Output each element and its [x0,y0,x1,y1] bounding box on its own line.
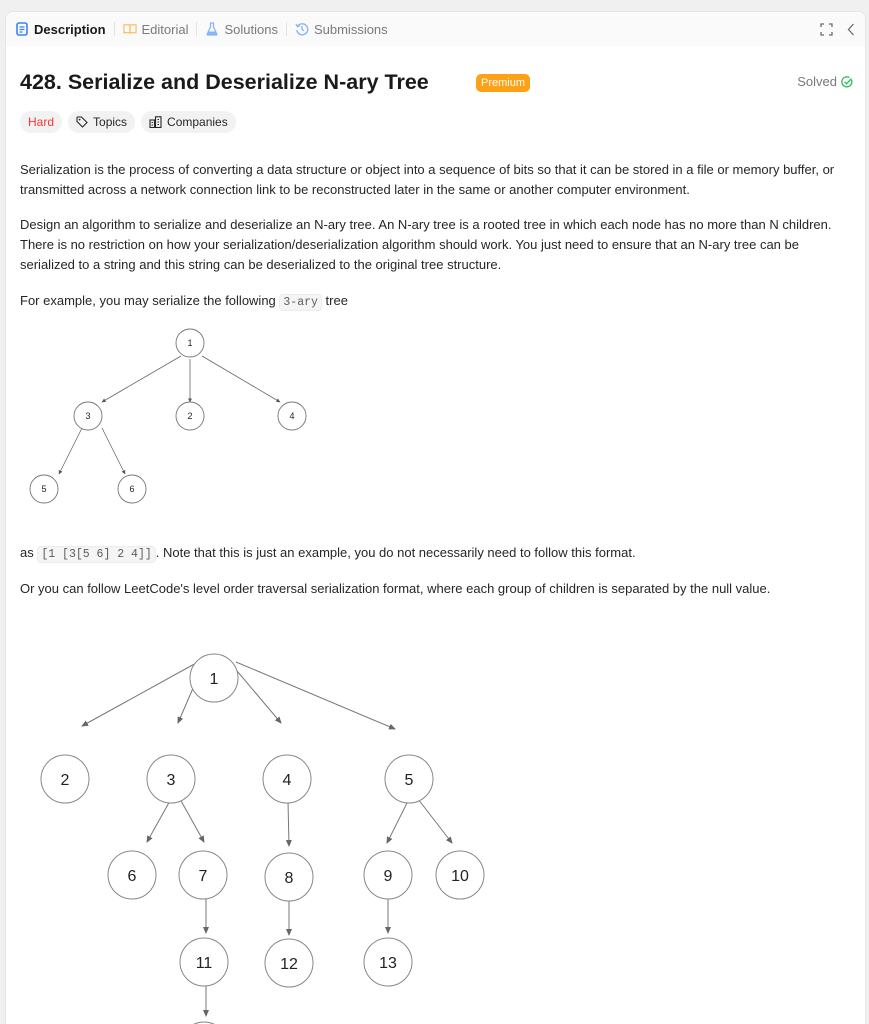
tree-edge [236,662,395,729]
paragraph-level-order: Or you can follow LeetCode's level order traversal serialization format, where each group of children is separated by the null value. [20,581,771,596]
tree-node-label: 4 [289,411,295,421]
paragraph-example [20,291,855,313]
tree-node-label: 13 [379,955,397,972]
problem-title[interactable]: 428. Serialize and Deserialize N-ary Tree [20,70,429,94]
chevron-left-icon[interactable] [847,23,855,36]
title-row [20,70,853,100]
tree-node-label: 3 [85,411,91,421]
tree-node-label: 11 [195,955,213,972]
tree-node-label: 5 [41,484,47,494]
tab-divider [286,22,287,36]
tab-submissions[interactable] [295,12,388,46]
example-text-before: For example, you may serialize the following [20,293,280,308]
tree-node-label: 6 [127,868,137,885]
example-tree-3-ary [26,316,326,511]
tree-edge [232,665,281,723]
flask-icon [205,22,219,36]
tab-editorial[interactable] [123,12,189,46]
description-panel [5,11,866,1024]
topics-button[interactable] [68,111,135,133]
solved-status [797,74,853,89]
tab-divider [114,22,115,36]
solved-label: Solved [797,74,837,89]
inline-code-3-ary: 3-ary [279,294,322,311]
tree-edge [180,799,204,842]
tab-divider [196,22,197,36]
tree-node-label: 6 [129,484,135,494]
as-text-after: . Note that this is just an example, you do not necessarily need to follow this format. [155,545,636,560]
check-circle-icon [841,76,853,88]
tab-label: Solutions [224,21,278,37]
tab-bar [6,12,865,46]
tree-edge [418,799,452,843]
tree-node-label: 8 [284,870,294,887]
tree-node-label: 5 [404,772,414,789]
companies-label: Companies [167,115,228,129]
panel-toolbar [820,12,855,46]
tree-node-label: 9 [383,868,393,885]
tree-edge [102,428,125,474]
tree-node-label: 2 [60,772,70,789]
history-icon [295,22,309,36]
tree-edge [387,799,409,843]
expand-icon[interactable] [820,23,833,36]
tree-node-label: 3 [166,772,176,789]
tab-solutions[interactable] [205,12,277,46]
building-icon [149,116,162,128]
tree-edge [102,356,181,402]
tab-label: Editorial [141,21,189,37]
example-text-after: tree [321,293,348,308]
tree-edge [288,801,289,846]
tree-node-label: 1 [209,671,219,688]
tree-edge [202,356,280,402]
tree-node-label: 2 [187,411,193,421]
tree-node-label: 12 [280,956,298,973]
paragraph-design: Design an algorithm to serialize and deserialize an N-ary tree. An N-ary tree is a rooted tree in which each node has no more than N children. There is no restriction on how your serialization/deserialization algorithm should work. You just need to ensure that an N-ary tree can be serialized to a string and this string can be deserialized to the original tree structure. [20,217,832,272]
as-text-before: as [20,545,38,560]
companies-button[interactable] [141,111,236,133]
paragraph-as [20,543,855,565]
description-icon [15,22,29,36]
premium-badge: Premium [476,74,530,92]
tree-node-label: 1 [187,338,193,348]
topics-label: Topics [93,115,128,129]
tag-row [20,111,236,133]
tree-edge [59,428,82,474]
example-tree-level-order [26,616,506,1024]
paragraph-serialization: Serialization is the process of converting a data structure or object into a sequence of bits so that it can be stored in a file or memory buffer, or transmitted across a network connection link to be reconstructed later in the same or another computer environment. [20,162,835,197]
tab-label: Description [34,21,106,37]
tab-description[interactable] [15,12,106,46]
tag-icon [76,116,88,128]
tree-node-label: 7 [198,868,208,885]
tree-edge [147,799,171,842]
difficulty-badge: Hard [20,111,62,133]
tree-node-label: 4 [282,772,292,789]
inline-code-serialized: [1 [3[5 6] 2 4]] [37,546,155,563]
book-icon [123,22,137,36]
tree-node-label: 10 [451,868,469,885]
tab-label: Submissions [313,21,388,37]
